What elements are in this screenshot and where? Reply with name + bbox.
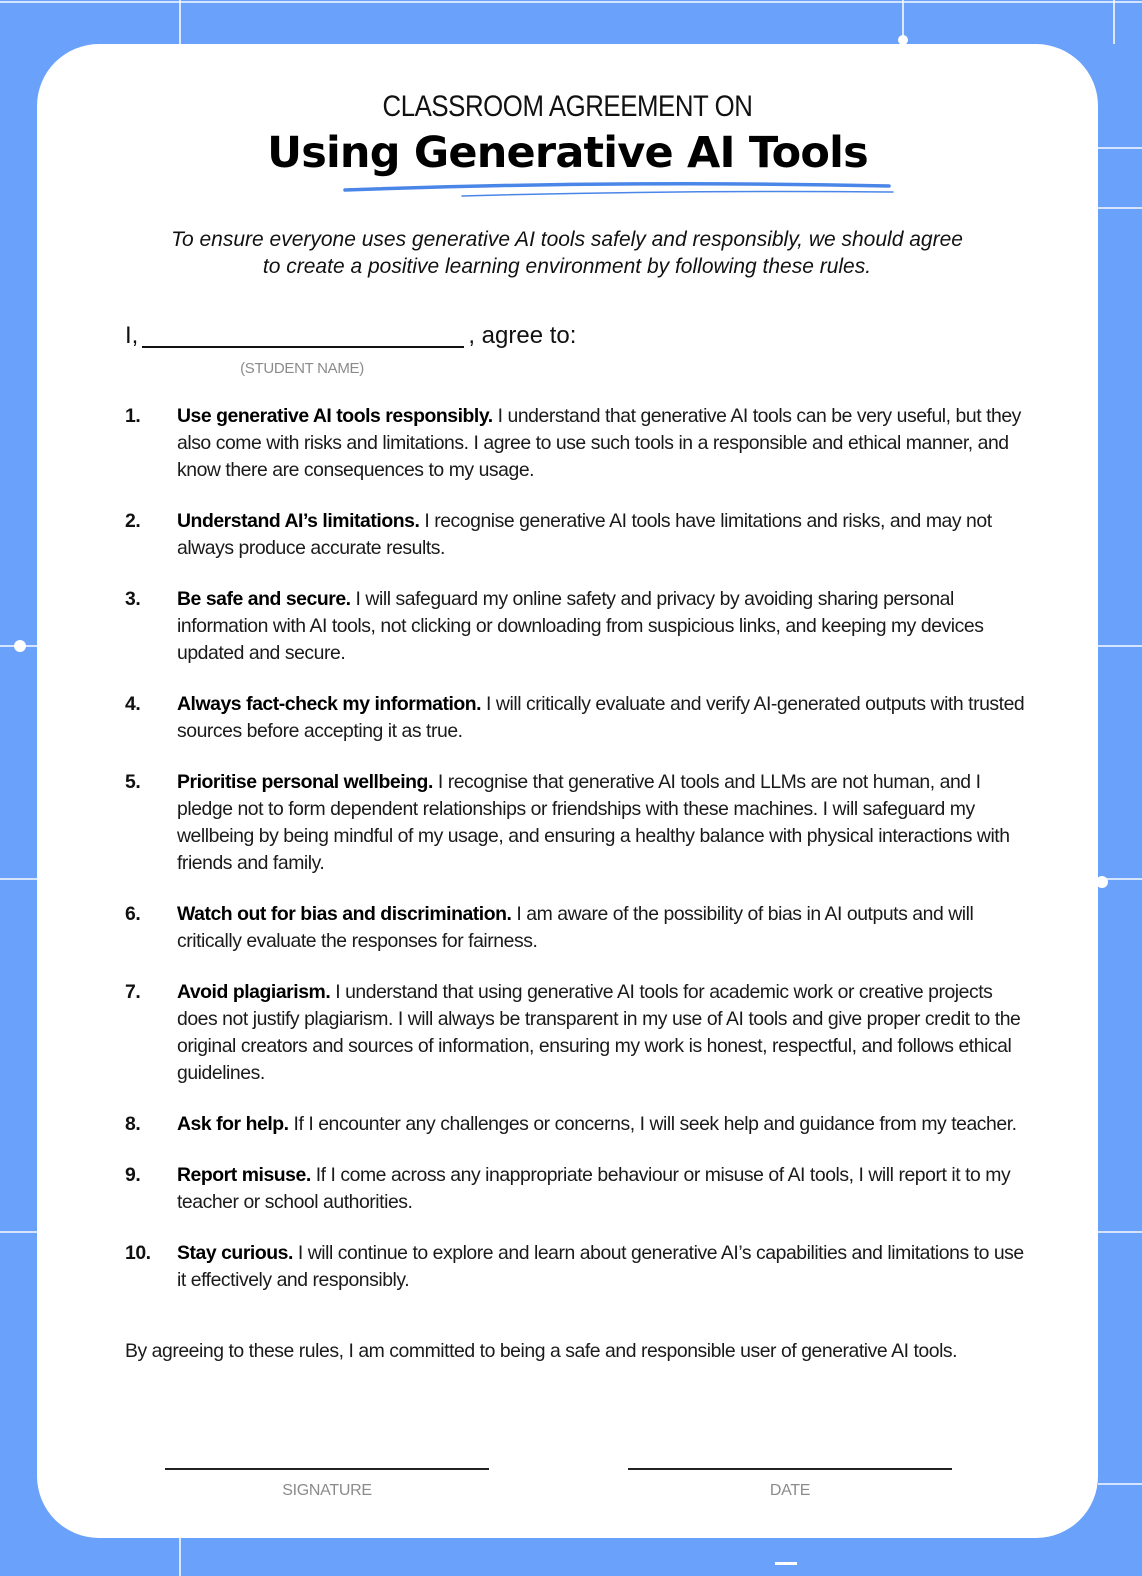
rule-text: I will safeguard my online safety and privacy by avoiding sharing personal information with AI tools, not clicking or downloading from suspicious links, and keeping my devices updated and secure.: [177, 588, 984, 664]
rule-lead: Understand AI’s limitations.: [177, 510, 420, 532]
rule-lead: Stay curious.: [177, 1242, 293, 1264]
rule-number: 7.: [125, 981, 141, 1003]
rule-item: [125, 901, 1025, 955]
title-underline-decoration: [337, 178, 897, 208]
rule-number: 2.: [125, 510, 141, 532]
intro-paragraph: To ensure everyone uses generative AI tools safely and responsibly, we should agree to create a positive learning environment by following these rules.: [171, 228, 963, 278]
rule-number: 6.: [125, 903, 141, 925]
rule-lead: Always fact-check my information.: [177, 693, 482, 715]
rule-lead: Avoid plagiarism.: [177, 981, 331, 1003]
student-name-field[interactable]: [142, 320, 464, 348]
rule-item: [125, 1162, 1025, 1216]
agreement-card: [37, 44, 1098, 1538]
rule-text: If I come across any inappropriate behaviour or misuse of AI tools, I will report it to my teacher or school authorities.: [177, 1164, 1011, 1213]
signature-label: SIGNATURE: [282, 1482, 372, 1499]
date-line[interactable]: [628, 1468, 952, 1470]
rule-lead: Prioritise personal wellbeing.: [177, 771, 433, 793]
document-kicker: CLASSROOM AGREEMENT ON: [382, 90, 753, 123]
rule-number: 9.: [125, 1164, 141, 1186]
rule-text: If I encounter any challenges or concerns, I will seek help and guidance from my teacher.: [288, 1113, 1017, 1135]
agreement-suffix: , agree to:: [468, 322, 577, 349]
rule-text: I will continue to explore and learn about generative AI’s capabilities and limitations to use it effectively and responsibly.: [177, 1242, 1024, 1291]
rule-text: I understand that using generative AI tools for academic work or creative projects does not justify plagiarism. I will always be transparent in my use of AI tools and give proper credit to the original creators and sources of information, ensuring my work is honest, respectful, and follows ethical guidelines.: [177, 981, 1021, 1084]
student-agreement-line: [125, 320, 576, 350]
rule-text: I recognise generative AI tools have limitations and risks, and may not always produce accurate results.: [177, 510, 992, 559]
rule-lead: Report misuse.: [177, 1164, 311, 1186]
closing-statement: By agreeing to these rules, I am committed to being a safe and responsible user of generative AI tools.: [125, 1340, 958, 1362]
rule-text: I recognise that generative AI tools and LLMs are not human, and I pledge not to form dependent relationships or friendships with these machines. I will safeguard my wellbeing by being mindful of my usage, and ensuring a healthy balance with physical interactions with friends and family.: [177, 771, 1010, 874]
rule-text: I will critically evaluate and verify AI-generated outputs with trusted sources before accepting it as true.: [177, 693, 1025, 742]
document-title: Using Generative AI Tools: [267, 128, 868, 178]
rule-text: I understand that generative AI tools can be very useful, but they also come with risks and limitations. I agree to use such tools in a responsible and ethical manner, and know there are consequences to my usage.: [177, 405, 1021, 481]
student-name-caption: (STUDENT NAME): [240, 360, 364, 377]
rule-number: 1.: [125, 405, 141, 427]
rule-lead: Be safe and secure.: [177, 588, 351, 610]
rule-number: 4.: [125, 693, 141, 715]
rule-item: [125, 1111, 1025, 1138]
rule-lead: Use generative AI tools responsibly.: [177, 405, 493, 427]
rule-number: 8.: [125, 1113, 141, 1135]
signature-line[interactable]: [165, 1468, 489, 1470]
rule-item: [125, 691, 1025, 745]
rules-list: [125, 403, 1025, 1318]
rule-item: [125, 586, 1025, 667]
rule-number: 5.: [125, 771, 141, 793]
rule-lead: Watch out for bias and discrimination.: [177, 903, 512, 925]
signature-block: [165, 1468, 489, 1500]
rule-item: [125, 769, 1025, 877]
rule-text: I am aware of the possibility of bias in AI outputs and will critically evaluate the responses for fairness.: [177, 903, 974, 952]
rule-number: 3.: [125, 588, 141, 610]
date-block: [628, 1468, 952, 1500]
rule-item: [125, 1240, 1025, 1294]
rule-item: [125, 979, 1025, 1087]
date-label: DATE: [769, 1482, 811, 1499]
rule-lead: Ask for help.: [177, 1113, 289, 1135]
rule-item: [125, 403, 1025, 484]
rule-number: 10.: [125, 1242, 151, 1264]
agreement-prefix: I,: [125, 322, 139, 349]
rule-item: [125, 508, 1025, 562]
